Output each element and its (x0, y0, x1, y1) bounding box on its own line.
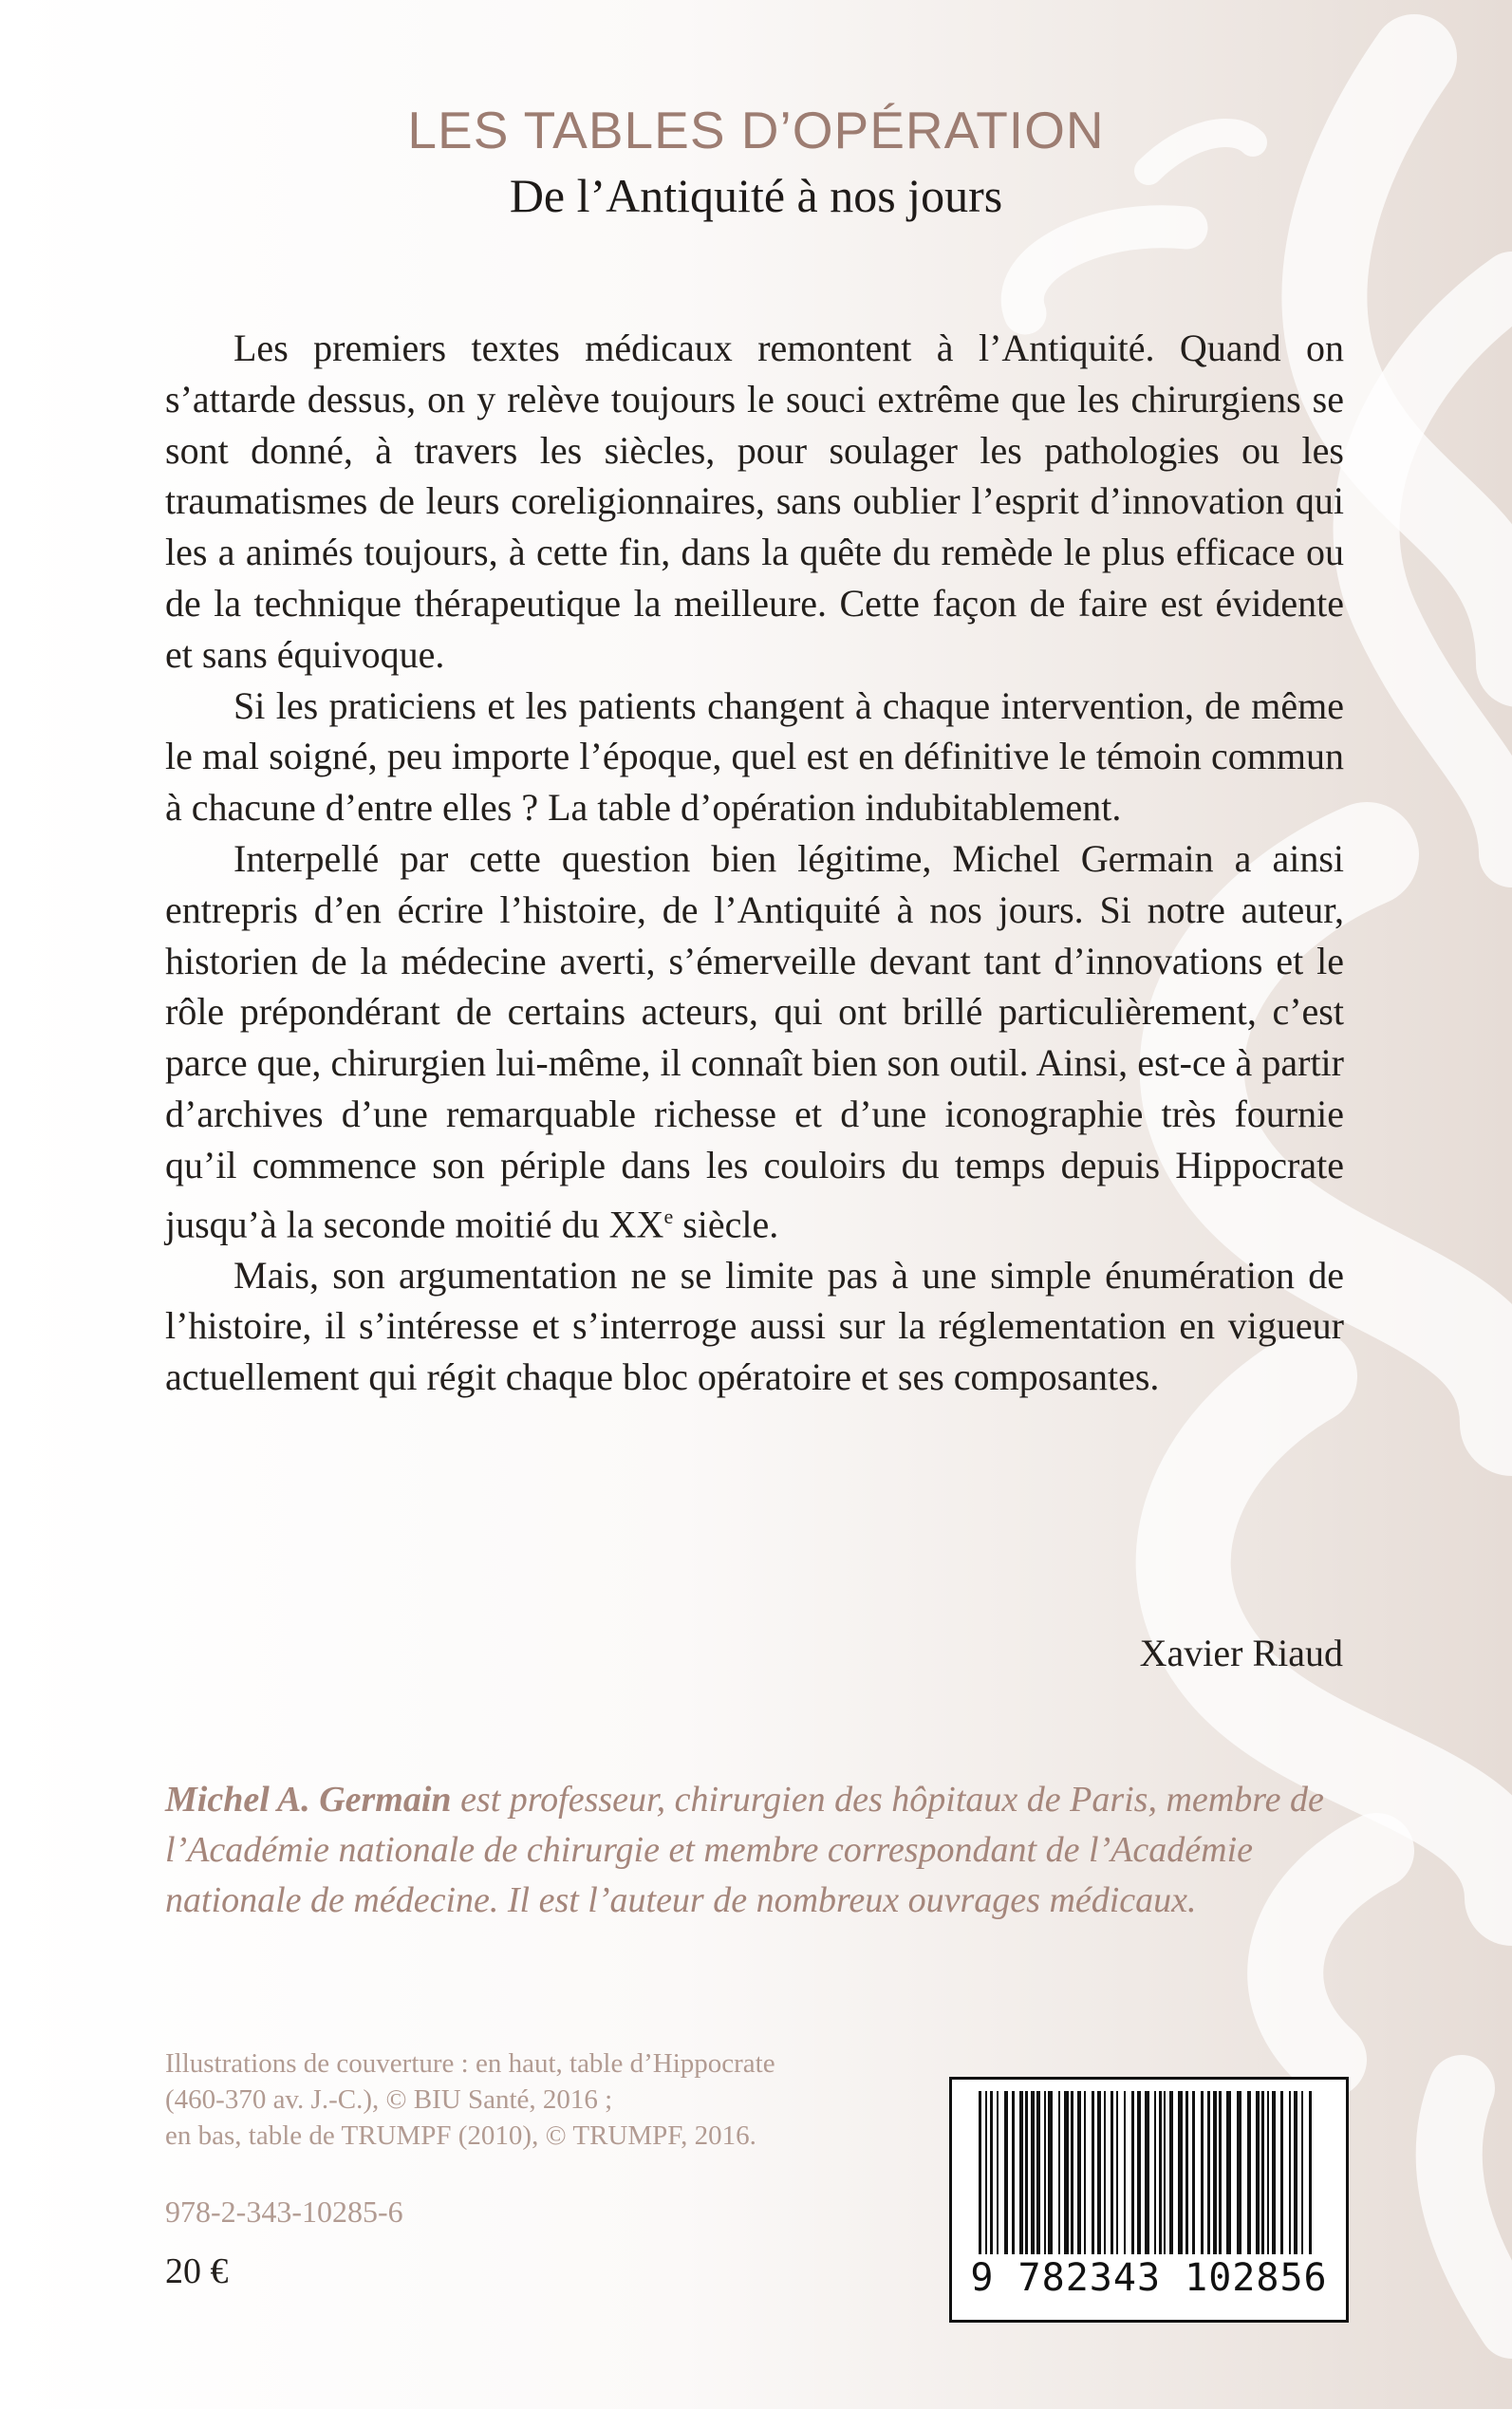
barcode-bar (1207, 2091, 1210, 2254)
barcode-bar (1044, 2091, 1046, 2254)
credits-line-2: (460-370 av. J.-C.), © BIU Santé, 2016 ; (165, 2084, 613, 2115)
barcode (949, 2077, 1349, 2323)
barcode-bar (1111, 2091, 1113, 2254)
barcode-bar (1104, 2091, 1106, 2254)
barcode-bar (1124, 2091, 1126, 2254)
blurb-signature: Xavier Riaud (1139, 1632, 1343, 1674)
blurb-paragraph-3-end: siècle. (673, 1202, 779, 1245)
barcode-bar (1084, 2091, 1086, 2254)
barcode-bar (1159, 2091, 1162, 2254)
barcode-bar (1116, 2091, 1118, 2254)
barcode-bar (1036, 2091, 1040, 2254)
barcode-bar (1031, 2091, 1035, 2254)
barcode-bar (1131, 2091, 1134, 2254)
blurb-text (165, 323, 1344, 1403)
barcode-number: 9 782343 102856 (970, 2256, 1328, 2300)
author-bio (165, 1775, 1344, 1926)
barcode-bars (971, 2091, 1327, 2254)
barcode-bar (985, 2091, 987, 2254)
header (0, 100, 1512, 227)
barcode-bar (1309, 2091, 1312, 2254)
isbn: 978-2-343-10285-6 (165, 2194, 403, 2229)
cover-credits (165, 2045, 775, 2154)
century-suffix: e (663, 1204, 674, 1228)
barcode-bar (1280, 2091, 1283, 2254)
barcode-bar (1019, 2091, 1023, 2254)
barcode-bar (1097, 2091, 1101, 2254)
barcode-bar (1071, 2091, 1073, 2254)
price: 20 € (165, 2251, 229, 2291)
author-bio-text (165, 1775, 1344, 1926)
barcode-bar (1289, 2091, 1291, 2254)
barcode-bar (1048, 2091, 1053, 2254)
barcode-bar (997, 2091, 999, 2254)
barcode-bar (1256, 2091, 1260, 2254)
book-title: LES TABLES D’OPÉRATION (407, 101, 1105, 159)
barcode-bar (1025, 2091, 1028, 2254)
barcode-bar (1213, 2091, 1217, 2254)
barcode-bar (1012, 2091, 1015, 2254)
barcode-bar (1219, 2091, 1222, 2254)
blurb-paragraph-3-text: Interpellé par cette question bien légitime, Michel Germain a ainsi entrepris d’en écrire l’histoire, de l’Antiquité à nos jours. Si notre auteur, historien de la médecine averti, s’émerveille devant tant d’innovations et le rôle prépondérant de certains acteurs, qui ont brillé particulièrement, c’est parce que, chirurgien lui-même, il connaît bien son outil. Ainsi, est-ce à partir d’archives d’une remarquable richesse et d’une iconographie très fournie qu’il commence son périple dans les couloirs du temps depuis Hippocrate jusqu’à la seconde moitié du XX (165, 836, 1344, 1245)
barcode-bar (1178, 2091, 1183, 2254)
author-name: Michel A. Germain (165, 1780, 452, 1820)
barcode-bar (1058, 2091, 1060, 2254)
blurb-paragraph-4: Mais, son argumentation ne se limite pas à une simple énumération de l’histoire, il s’intéresse et s’interroge aussi sur la réglementation en vigueur actuellement qui régit chaque bloc opératoire et ses composantes. (165, 1253, 1344, 1399)
barcode-bar (1077, 2091, 1081, 2254)
author-bio-body: est professeur, chirurgien des hôpitaux de Paris, membre de l’Académie nationale de chirurgie et membre correspondant de l’Académie nationale de médecine. Il est l’auteur de nombreux ouvrages médicaux. (165, 1780, 1324, 1920)
barcode-bar (1272, 2091, 1276, 2254)
barcode-bar (1237, 2091, 1241, 2254)
barcode-bar (1267, 2091, 1269, 2254)
barcode-bar (1192, 2091, 1195, 2254)
barcode-bar (1145, 2091, 1149, 2254)
blurb-paragraph-2: Si les praticiens et les patients changent à chaque intervention, de même le mal soigné, peu importe l’époque, quel est en définitive le témoin commun à chacune d’entre elles ? La table d’opération indubitablement. (165, 683, 1344, 830)
blurb-paragraph-3 (165, 833, 1344, 1250)
book-subtitle: De l’Antiquité à nos jours (509, 169, 1003, 222)
barcode-bar (1137, 2091, 1141, 2254)
blurb-paragraph-1: Les premiers textes médicaux remontent à l’Antiquité. Quand on s’attarde dessus, on y relève toujours le souci extrême que les chirurgiens se sont donné, à travers les siècles, pour soulager les pathologies ou les traumatismes de leurs coreligionnaires, sans oublier l’esprit d’innovation qui les a animés toujours, à cette fin, dans la quête du remède le plus efficace ou de la technique thérapeutique la meilleure. Cette façon de faire est évidente et sans équivoque. (165, 327, 1344, 676)
barcode-bar (1164, 2091, 1166, 2254)
barcode-bar (979, 2091, 981, 2254)
barcode-bar (1185, 2091, 1188, 2254)
barcode-bar (1092, 2091, 1094, 2254)
barcode-bar (1261, 2091, 1264, 2254)
barcode-bar (1004, 2091, 1008, 2254)
barcode-bar (990, 2091, 993, 2254)
barcode-bar (1247, 2091, 1251, 2254)
barcode-bar (1226, 2091, 1231, 2254)
barcode-bar (1169, 2091, 1173, 2254)
barcode-bar (1201, 2091, 1204, 2254)
barcode-bar (1154, 2091, 1156, 2254)
credits-line-3: en bas, table de TRUMPF (2010), © TRUMPF, 2016. (165, 2120, 756, 2151)
barcode-bar (1301, 2091, 1303, 2254)
barcode-bar (1294, 2091, 1297, 2254)
credits-line-1: Illustrations de couverture : en haut, table d’Hippocrate (165, 2048, 775, 2079)
barcode-bar (1064, 2091, 1069, 2254)
